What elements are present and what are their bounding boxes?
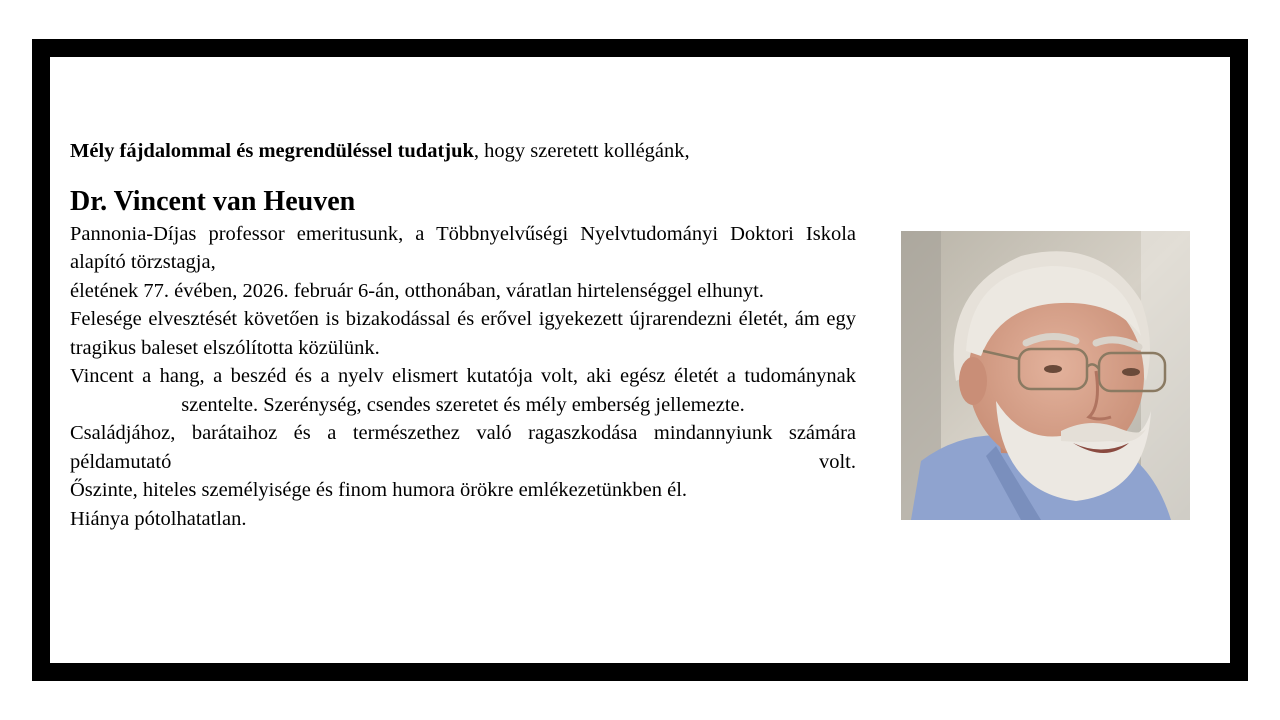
deceased-name: Dr. Vincent van Heuven bbox=[70, 185, 356, 217]
intro-line bbox=[70, 137, 856, 166]
paragraph-loss: Hiánya pótolhatatlan. bbox=[70, 507, 247, 530]
paragraph-title: Pannonia-Díjas professor emeritusunk, a Többnyelvűségi Nyelvtudományi Doktori Iskola alapító törzstagja, bbox=[70, 222, 856, 273]
paragraph-wife: Felesége elvesztését követően is bizakodással és erővel igyekezett újrarendezni életét, ám egy tragikus baleset elszólította közülünk. bbox=[70, 308, 856, 359]
portrait-illustration bbox=[901, 231, 1190, 520]
paragraph-death: életének 77. évében, 2026. február 6-án, otthonában, váratlan hirtelenséggel elhunyt. bbox=[70, 279, 764, 302]
obituary-text bbox=[70, 137, 856, 533]
portrait-photo bbox=[901, 231, 1190, 520]
paragraph-family: Családjához, barátaihoz és a természethez való ragaszkodása mindannyiunk számára példamutató volt. bbox=[70, 422, 856, 473]
intro-bold: Mély fájdalommal és megrendüléssel tudatjuk bbox=[70, 140, 474, 162]
intro-rest: , hogy szeretett kollégánk, bbox=[473, 140, 690, 162]
paragraph-humor: Őszinte, hiteles személyisége és finom humora örökre emlékezetünkben él. bbox=[70, 479, 688, 501]
paragraph-research: Vincent a hang, a beszéd és a nyelv elismert kutatója volt, aki egész életét a tudománynak szentelte. Szerénység, csendes szeretet és mély emberség jellemezte. bbox=[70, 365, 856, 416]
